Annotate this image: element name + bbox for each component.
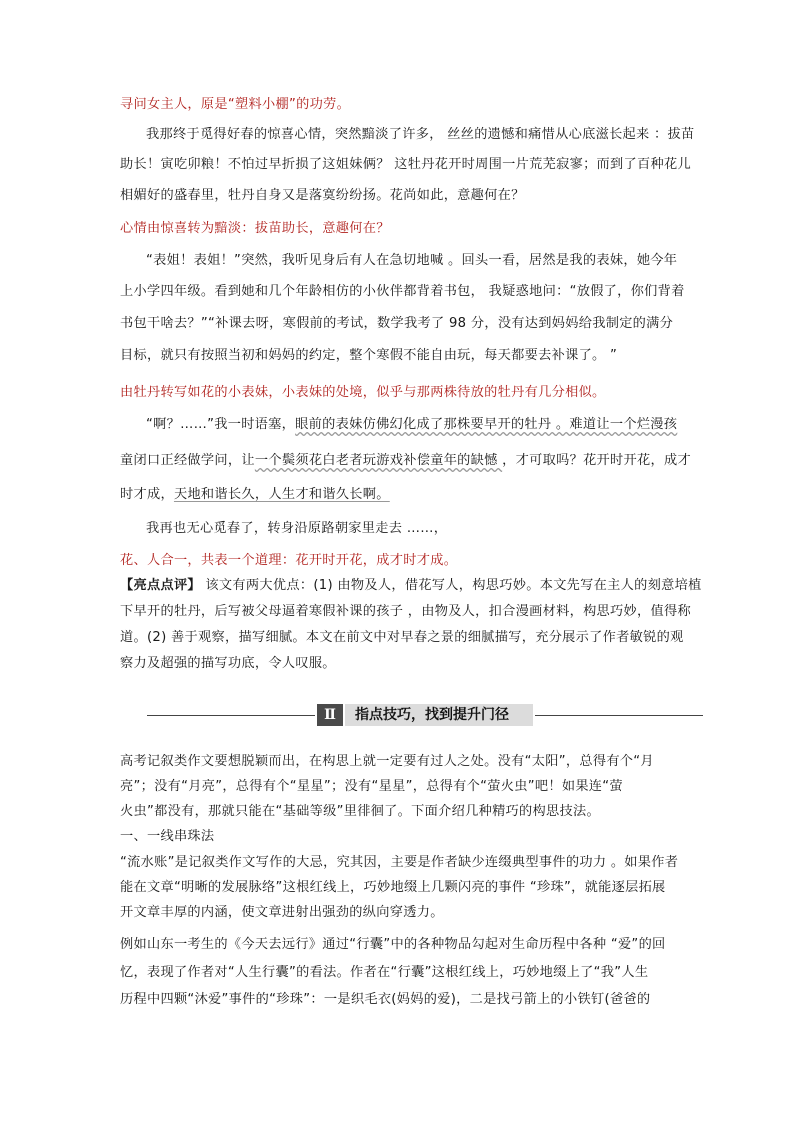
body-line: 忆，表现了作者对“人生行囊”的看法。作者在“行囊”这根红线上，巧妙地缀上了“我”人生 [120,965,649,980]
banner-rule-left [147,715,315,716]
annotation-line: 由牡丹转写如花的小表妹，小表妹的处境，似乎与那两株待放的牡丹有几分相似。 [120,385,606,400]
annotation-line: 寻问女主人，原是“塑料小棚”的功劳。 [120,97,351,112]
highlighted-text: 眼前的表妹仿佛幻化成了那株要早开的牡丹 。难道让一个烂漫孩 [295,417,678,432]
highlighted-text: 天地和谐长久，人生才和谐久长啊。 [173,487,390,502]
highlighted-text: 一个鬓须花白老者玩游戏补偿童年的缺憾 [254,453,503,468]
body-line: 高考记叙类作文要想脱颖而出，在构思上就一定要有过人之处。没有“太阳”，总得有个“月 [120,754,654,769]
annotation-line: 心情由惊喜转为黯淡：拔苗助长，意趣何在？ [120,221,390,236]
comment-line: 道。(2) 善于观察，描写细腻。本文在前文中对早春之景的细腻描写，充分展示了作者敏锐的观 [120,630,684,645]
comment-text: 该文有两大优点：(1) 由物及人，借花写人，构思巧妙。本文先写在主人的刻意培植 [200,578,702,593]
comment-line [120,576,702,596]
essay-line: 相媚好的盛春里，牡丹自身又是落寞纷纷扬。花尚如此，意趣何在？ [120,188,525,203]
essay-line: 我再也无心觅春了，转身沿原路朝家里走去 ……， [146,521,448,536]
essay-line: 上小学四年级。看到她和几个年龄相仿的小伙伴都背着书包， 我疑惑地问：“放假了，你们背着 [120,284,685,299]
body-line: “流水账”是记叙类作文写作的大忌，究其因，主要是作者缺少连缀典型事件的功力 。如果作者 [120,855,679,870]
section-banner [147,702,703,730]
essay-line [146,415,680,435]
essay-line: 书包干啥去？”“补课去呀，寒假前的考试，数学我考了 98 分，没有达到妈妈给我制定的满分 [120,316,674,331]
comment-line: 察力及超强的描写功底，令人叹服。 [120,656,336,671]
annotation-line: 花、人合一，共表一个道理：花开时开花，成才时才成。 [120,553,458,568]
essay-text: 童闭口正经做学问，让 [120,453,255,468]
essay-text: “啊？……”我一时语塞， [146,417,296,432]
essay-line [120,485,680,505]
body-line: 火虫”都没有，那就只能在“基础等级”里徘徊了。下面介绍几种精巧的构思技法。 [120,804,600,819]
body-line: 能在文章“明晰的发展脉络”这根红线上，巧妙地缀上几颗闪亮的事件 “珍珠”，就能逐层拓展 [120,880,666,895]
essay-line [120,451,691,471]
section-title: 指点技巧，找到提升门径 [345,704,533,726]
body-line: 亮”；没有“月亮”，总得有个“星星”；没有“星星”，总得有个“萤火虫”吧！如果连“萤 [120,779,623,794]
subheading: 一、一线串珠法 [120,829,215,844]
essay-line: “表姐！表姐！”突然，我听见身后有人在急切地喊 。回头一看，居然是我的表妹，她今年 [146,253,678,268]
body-line: 例如山东一考生的《今天去远行》通过“行囊”中的各种物品勾起对生命历程中各种 “爱”的回 [120,937,666,952]
comment-line: 下早开的牡丹，后写被父母逼着寒假补课的孩子 ，由物及人，扣合漫画材料，构思巧妙，值得称 [120,604,691,619]
essay-text: ，才可取吗？花开时开花，成才 [502,453,691,468]
body-line: 开文章丰厚的内涵，使文章进射出强劲的纵向穿透力。 [120,905,444,920]
essay-line: 目标，就只有按照当初和妈妈的约定，整个寒假不能自由玩，每天都要去补课了。 ” [120,348,618,363]
body-line: 历程中四颗“沐爱”事件的“珍珠”：一是织毛衣(妈妈的爱)，二是找弓箭上的小铁钉(爸爸的 [120,992,651,1007]
essay-text: 时才成， [120,487,174,502]
essay-line: 助长！寅吃卯粮！不怕过早折损了这姐妹俩？ 这牡丹花开时周围一片荒芜寂寥；而到了百种花儿 [120,157,691,172]
comment-label: 【亮点点评】 [120,578,201,593]
section-number-badge: Ⅱ [317,704,343,726]
banner-rule-right [535,715,703,716]
essay-line: 我那终于觅得好春的惊喜心情，突然黯淡了许多， 丝丝的遗憾和痛惜从心底滋长起来 ：拔苗 [146,127,695,142]
